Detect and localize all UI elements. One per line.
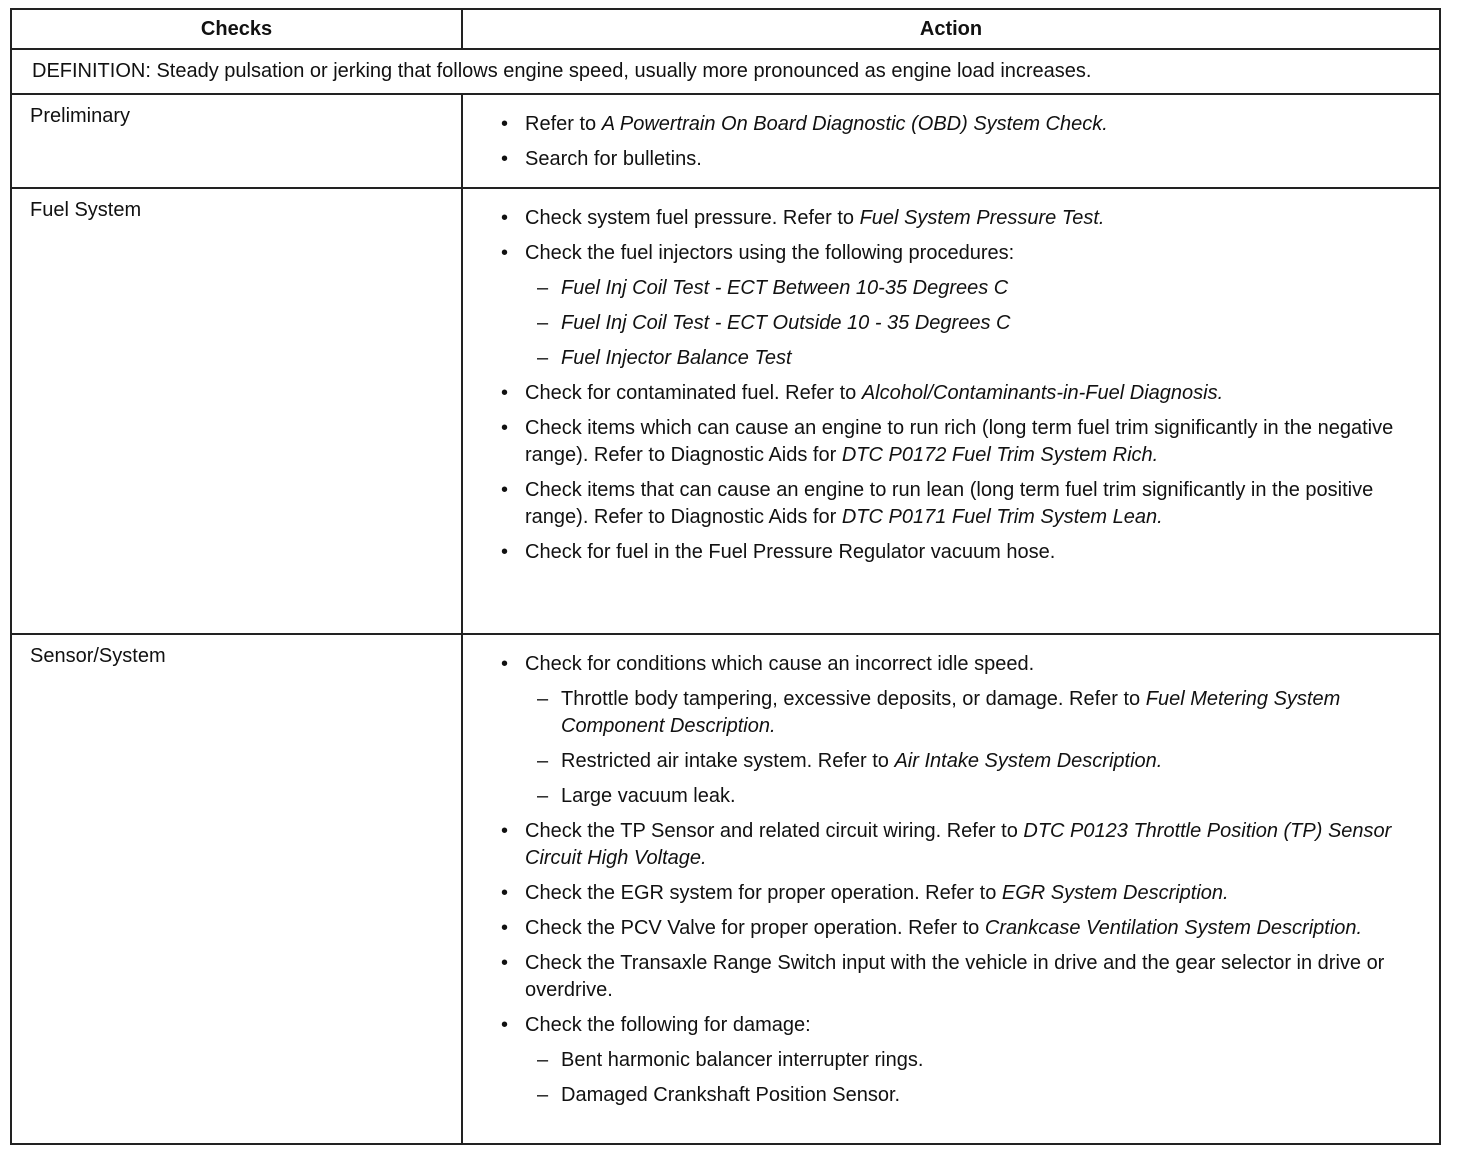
bullet-icon: • bbox=[501, 113, 509, 135]
list-item bbox=[501, 880, 1429, 907]
definition-row bbox=[11, 49, 1440, 94]
sub-list-item bbox=[501, 310, 1429, 337]
bullet-icon: • bbox=[501, 952, 509, 974]
item-text: Check the TP Sensor and related circuit wiring. Refer to bbox=[525, 820, 1024, 842]
list-item bbox=[501, 111, 1429, 138]
item-text: Search for bulletins. bbox=[525, 148, 702, 170]
action-cell bbox=[462, 188, 1440, 634]
reference-text: DTC P0123 Throttle Position (TP) Sensor Circuit High Voltage. bbox=[525, 820, 1392, 869]
item-text: Check the EGR system for proper operation. Refer to bbox=[525, 882, 1002, 904]
reference-text: Crankcase Ventilation System Description. bbox=[984, 917, 1363, 939]
check-label: Preliminary bbox=[11, 94, 462, 188]
list-item bbox=[501, 950, 1429, 1004]
item-text: Check the Transaxle Range Switch input with the vehicle in drive and the gear selector in drive or overdrive. bbox=[525, 952, 1385, 1001]
bullet-icon: • bbox=[501, 653, 509, 675]
item-text: Check the following for damage: bbox=[525, 1014, 811, 1036]
dash-icon: – bbox=[537, 785, 549, 807]
item-text: Bent harmonic balancer interrupter rings. bbox=[561, 1049, 924, 1071]
dash-icon: – bbox=[537, 347, 549, 369]
item-text: Check for fuel in the Fuel Pressure Regulator vacuum hose. bbox=[525, 541, 1056, 563]
bullet-icon: • bbox=[501, 479, 509, 501]
dash-icon: – bbox=[537, 1049, 549, 1071]
check-row bbox=[11, 634, 1440, 1144]
dash-icon: – bbox=[537, 277, 549, 299]
sub-list-item bbox=[501, 1082, 1429, 1109]
item-text: Check items that can cause an engine to run lean (long term fuel trim significantly in the positive range). Refer to Diagnostic Aids for bbox=[525, 479, 1374, 528]
diagnostic-table bbox=[10, 8, 1441, 1145]
reference-text: EGR System Description. bbox=[1001, 882, 1229, 904]
check-row bbox=[11, 94, 1440, 188]
bullet-icon: • bbox=[501, 382, 509, 404]
list-item bbox=[501, 477, 1429, 531]
reference-text: Air Intake System Description. bbox=[894, 750, 1163, 772]
check-label: Fuel System bbox=[11, 188, 462, 634]
action-header: Action bbox=[462, 9, 1440, 49]
item-text: Check items which can cause an engine to run rich (long term fuel trim significantly in the negative range). Refer to Diagnostic Aids for bbox=[525, 417, 1394, 466]
bullet-icon: • bbox=[501, 541, 509, 563]
action-cell bbox=[462, 94, 1440, 188]
item-text: Throttle body tampering, excessive deposits, or damage. Refer to bbox=[561, 688, 1146, 710]
sub-list-item bbox=[501, 345, 1429, 372]
bullet-icon: • bbox=[501, 917, 509, 939]
item-text: Check system fuel pressure. Refer to bbox=[525, 207, 860, 229]
list-item bbox=[501, 539, 1429, 566]
item-text: Damaged Crankshaft Position Sensor. bbox=[561, 1084, 901, 1106]
bullet-icon: • bbox=[501, 882, 509, 904]
item-text: Refer to bbox=[525, 113, 602, 135]
list-item bbox=[501, 380, 1429, 407]
item-text: Restricted air intake system. Refer to bbox=[561, 750, 895, 772]
reference-text: Fuel Injector Balance Test bbox=[561, 347, 792, 369]
action-cell bbox=[462, 634, 1440, 1144]
reference-text: A Powertrain On Board Diagnostic (OBD) System Check. bbox=[601, 113, 1108, 135]
check-label: Sensor/System bbox=[11, 634, 462, 1144]
bullet-icon: • bbox=[501, 820, 509, 842]
dash-icon: – bbox=[537, 312, 549, 334]
item-text: Large vacuum leak. bbox=[561, 785, 736, 807]
bullet-icon: • bbox=[501, 148, 509, 170]
bullet-icon: • bbox=[501, 417, 509, 439]
list-item bbox=[501, 915, 1429, 942]
item-text: Check the PCV Valve for proper operation. Refer to bbox=[525, 917, 985, 939]
bullet-icon: • bbox=[501, 242, 509, 264]
list-item bbox=[501, 651, 1429, 678]
checks-header: Checks bbox=[11, 9, 462, 49]
sub-list-item bbox=[501, 275, 1429, 302]
reference-text: Fuel Inj Coil Test - ECT Outside 10 - 35 Degrees C bbox=[561, 312, 1011, 334]
header-row bbox=[11, 9, 1440, 49]
check-row bbox=[11, 188, 1440, 634]
list-item bbox=[501, 240, 1429, 267]
reference-text: DTC P0171 Fuel Trim System Lean. bbox=[841, 506, 1163, 528]
list-item bbox=[501, 1012, 1429, 1039]
sub-list-item bbox=[501, 783, 1429, 810]
bullet-icon: • bbox=[501, 207, 509, 229]
sub-list-item bbox=[501, 1047, 1429, 1074]
reference-text: Alcohol/Contaminants-in-Fuel Diagnosis. bbox=[861, 382, 1224, 404]
list-item bbox=[501, 205, 1429, 232]
item-text: Check for conditions which cause an incorrect idle speed. bbox=[525, 653, 1035, 675]
reference-text: Fuel System Pressure Test. bbox=[859, 207, 1105, 229]
dash-icon: – bbox=[537, 1084, 549, 1106]
reference-text: Fuel Inj Coil Test - ECT Between 10-35 Degrees C bbox=[561, 277, 1009, 299]
list-item bbox=[501, 146, 1429, 173]
sub-list-item bbox=[501, 686, 1429, 740]
definition-text: DEFINITION: Steady pulsation or jerking that follows engine speed, usually more pronounced as engine load increases. bbox=[11, 49, 1440, 94]
list-item bbox=[501, 415, 1429, 469]
item-text: Check for contaminated fuel. Refer to bbox=[525, 382, 862, 404]
item-text: Check the fuel injectors using the following procedures: bbox=[525, 242, 1015, 264]
sub-list-item bbox=[501, 748, 1429, 775]
reference-text: DTC P0172 Fuel Trim System Rich. bbox=[841, 444, 1159, 466]
reference-text: Fuel Metering System Component Description. bbox=[561, 688, 1341, 737]
bullet-icon: • bbox=[501, 1014, 509, 1036]
dash-icon: – bbox=[537, 688, 549, 710]
dash-icon: – bbox=[537, 750, 549, 772]
list-item bbox=[501, 818, 1429, 872]
